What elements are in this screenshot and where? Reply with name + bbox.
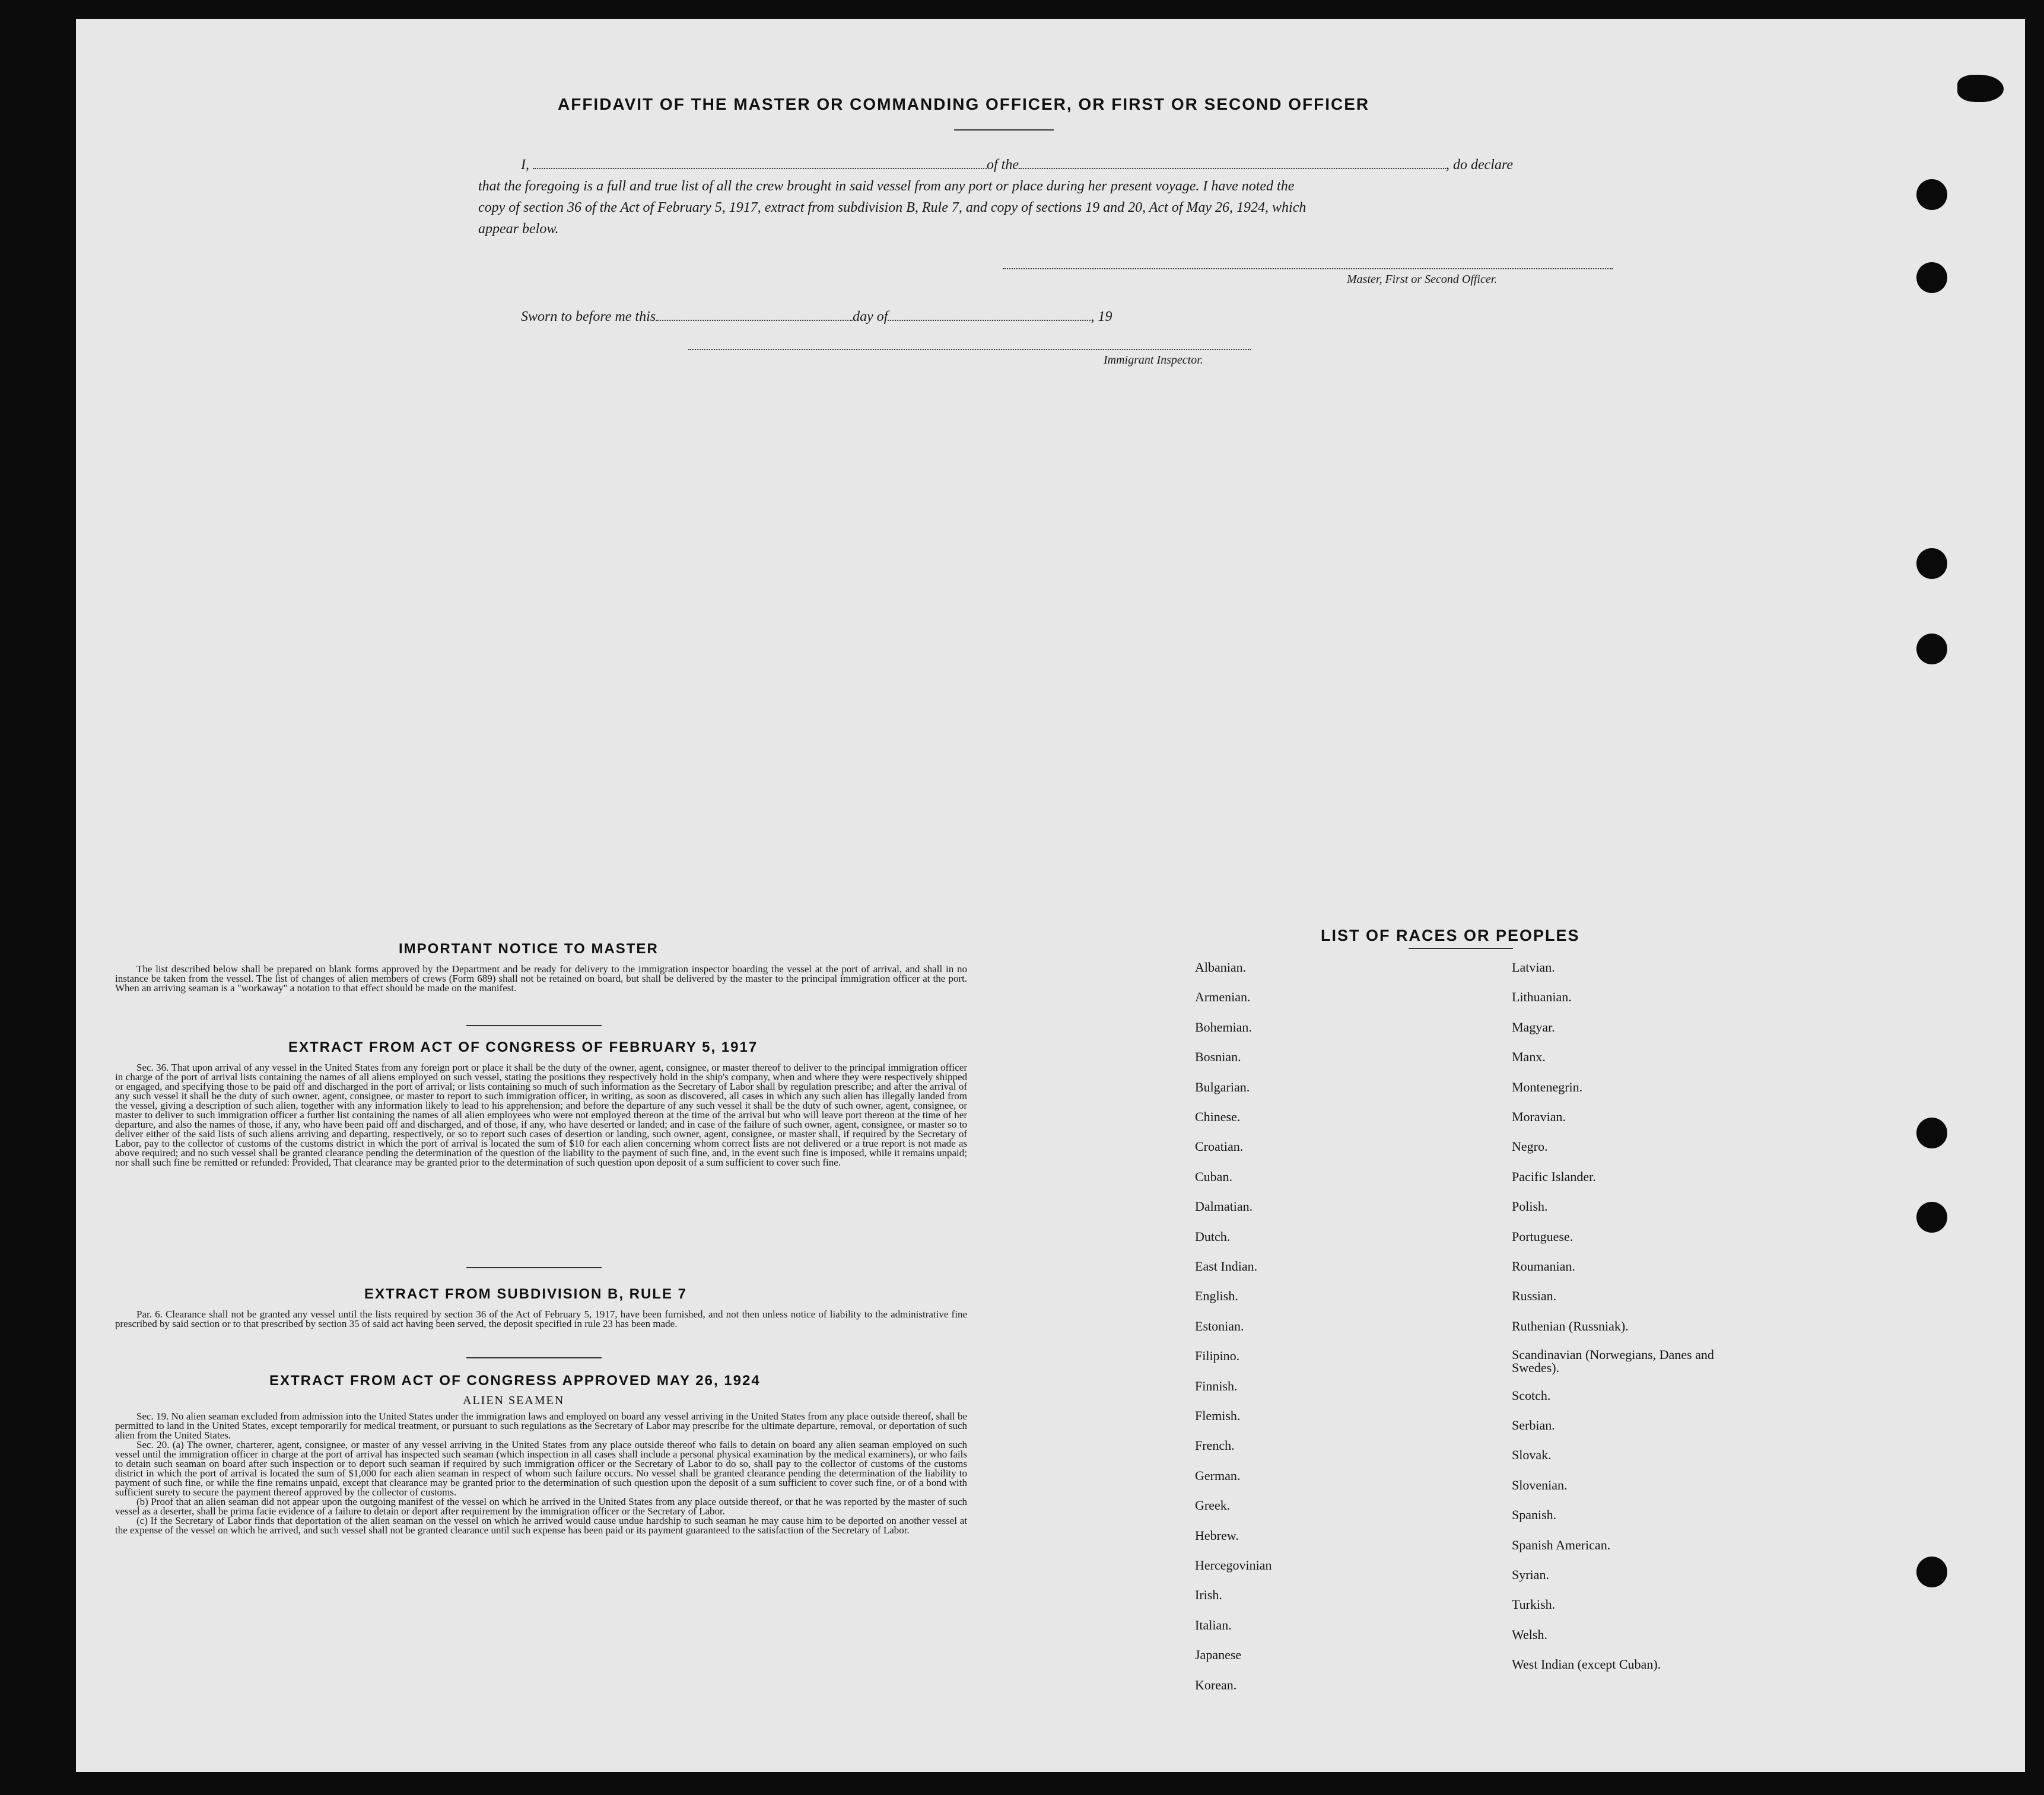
sworn-label: Sworn to before me this [521, 309, 656, 324]
race-item: Lithuanian. [1512, 989, 1572, 1005]
inspector-caption: Immigrant Inspector. [1104, 354, 1203, 367]
notice-body [115, 965, 967, 993]
race-item: French. [1195, 1438, 1235, 1453]
race-item: Dutch. [1195, 1229, 1231, 1244]
race-item: West Indian (except Cuban). [1512, 1657, 1661, 1672]
race-item: Scotch. [1512, 1387, 1551, 1403]
race-item: Welsh. [1512, 1627, 1547, 1642]
race-item: Irish. [1195, 1587, 1222, 1603]
race-item: Estonian. [1195, 1318, 1244, 1333]
month-blank[interactable] [888, 308, 1091, 321]
race-item: Dalmatian. [1195, 1199, 1253, 1214]
race-item: East Indian. [1195, 1259, 1258, 1274]
section-rule [466, 1025, 602, 1026]
sec20a-text: Sec. 20. (a) The owner, charterer, agent, consignee, or master of any vessel arriving in the United States from any place outside thereof who fails to detain on board any alien seaman employed on such vessel until the immigration officer in charge at the port of arrival has inspected such seaman (which inspection in all cases shall include a personal physical examination by the medical examiners), or who fails to detain such seaman on board after such inspection or to deport such seaman if required by such immigration officer or the Secretary of Labor to do so, shall pay to the collector of customs of the customs district in which the port of arrival is located the sum of $1,000 for each alien seaman in respect of whom such failure occurs. No vessel shall be granted clearance pending the determination of the liability to payment of such fine, or while the fine remains unpaid, except that clearance may be granted prior to the determination of such question upon the deposit of a sum sufficient to cover such fine, or of a bond with sufficient surety to secure the payment thereof approved by the collector of customs. [115, 1439, 967, 1498]
race-item: Filipino. [1195, 1348, 1240, 1364]
race-item: Albanian. [1195, 960, 1247, 975]
day-blank[interactable] [656, 308, 853, 321]
race-item: German. [1195, 1468, 1241, 1483]
affidavit-title: AFFIDAVIT OF THE MASTER OR COMMANDING OFFICER, OR FIRST OR SECOND OFFICER [558, 95, 1370, 113]
race-item: Greek. [1195, 1498, 1231, 1513]
race-item: Syrian. [1512, 1567, 1549, 1582]
section-rule [466, 1357, 602, 1358]
notice-text: The list described below shall be prepared on blank forms approved by the Department and be ready for delivery to the immigration inspector boarding the vessel at the port of arrival, and shall in no instance be taken from the vessel. The list of changes of alien members of crews (Form 689) shall not be retained on board, but shall be delivered by the master to the principal immigration officer at the port. When an arriving seaman is a "workaway" a notation to that effect should be made on the manifest. [115, 963, 967, 994]
master-signature-line[interactable] [1003, 268, 1613, 269]
sec20b-text: (b) Proof that an alien seaman did not appear upon the outgoing manifest of the vessel on which he arrived in the United States from any place outside thereof, or that he was reported by the master of such vessel as a deserter, shall be prima facie evidence of a failure to detain or deport after requirement by the immigration officer or the Secretary of Labor. [115, 1496, 967, 1517]
races-title: LIST OF RACES OR PEOPLES [1321, 927, 1580, 944]
race-item: Serbian. [1512, 1418, 1555, 1433]
rule7-title: EXTRACT FROM SUBDIVISION B, RULE 7 [364, 1286, 688, 1302]
race-item: Bohemian. [1195, 1019, 1252, 1035]
of-the-label: of the [987, 157, 1019, 173]
race-item: Ruthenian (Russniak). [1512, 1318, 1629, 1333]
race-item: Slovenian. [1512, 1477, 1568, 1492]
inspector-signature-line[interactable] [688, 349, 1251, 350]
race-item: Moravian. [1512, 1109, 1566, 1124]
section-rule [466, 1267, 602, 1268]
race-item: Scandinavian (Norwegians, Danes and Swedes). [1512, 1347, 1714, 1376]
race-item: Italian. [1195, 1617, 1232, 1632]
race-item: Croatian. [1195, 1139, 1244, 1154]
race-item: Latvian. [1512, 960, 1555, 975]
race-item: Hercegovinian [1195, 1558, 1272, 1573]
punch-hole-icon [1916, 634, 1947, 664]
race-item: English. [1195, 1288, 1238, 1304]
punch-hole-icon [1916, 179, 1947, 210]
race-item: Polish. [1512, 1199, 1548, 1214]
alien-seamen-subtitle: ALIEN SEAMEN [463, 1394, 565, 1407]
title-rule [954, 129, 1054, 131]
punch-hole-icon [1916, 1202, 1947, 1233]
race-item: Spanish. [1512, 1507, 1557, 1523]
race-item: Slovak. [1512, 1447, 1552, 1463]
affidavit-line-1 [521, 154, 1620, 176]
race-item: Flemish. [1195, 1408, 1241, 1423]
race-item: Montenegrin. [1512, 1079, 1583, 1094]
notice-title: IMPORTANT NOTICE TO MASTER [399, 941, 659, 957]
sec19-text: Sec. 19. No alien seaman excluded from admission into the United States under the immigration laws and employed on board any vessel arriving in the United States from any place outside thereof, shall be permitted to land in the United States, except temporarily for medical treatment, or pursuant to such regulations as the Secretary of Labor may prescribe for the ultimate departure, removal, or deportation of such alien from the United States. [115, 1411, 967, 1441]
sworn-line [521, 306, 1112, 327]
race-item: Turkish. [1512, 1597, 1556, 1612]
race-item: Chinese. [1195, 1109, 1241, 1124]
race-item: Portuguese. [1512, 1229, 1573, 1244]
race-item: Spanish American. [1512, 1537, 1611, 1552]
do-declare-label: , do declare [1446, 157, 1514, 173]
day-of-label: day of [853, 309, 888, 324]
affidavit-line-3: copy of section 36 of the Act of February 5, 1917, extract from subdivision B, Rule 7, and copy of sections 19 and 20, Act of May 26, 1924, which [478, 200, 1306, 215]
race-item: Hebrew. [1195, 1527, 1239, 1543]
punch-hole-icon [1916, 548, 1947, 579]
extract-1924-title: EXTRACT FROM ACT OF CONGRESS APPROVED MAY 26, 1924 [269, 1373, 761, 1389]
document-sheet [76, 19, 2025, 1772]
races-left-column [1195, 960, 1409, 1731]
races-rule [1409, 948, 1513, 949]
race-item: Cuban. [1195, 1169, 1232, 1184]
race-item: Manx. [1512, 1049, 1546, 1065]
race-item: Roumanian. [1512, 1259, 1575, 1274]
race-item: Finnish. [1195, 1378, 1238, 1393]
race-item: Bulgarian. [1195, 1079, 1250, 1094]
extract-1917-title: EXTRACT FROM ACT OF CONGRESS OF FEBRUARY 5, 1917 [288, 1039, 758, 1055]
ink-blot [1957, 75, 2004, 102]
race-item: Armenian. [1195, 989, 1251, 1005]
sec36-text: Sec. 36. That upon arrival of any vessel in the United States from any foreign port or place it shall be the duty of the owner, agent, consignee, or master thereof to deliver to the principal immigration officer in charge of the port of arrival lists containing the names of all aliens employed on such vessel, stating the positions they respectively hold in the ship's company, when and where they were respectively shipped or engaged, and specifying those to be paid off and discharged in the port of arrival; or lists containing so much of such information as the Secretary of Labor shall by regulation prescribe; and after the arrival of any such vessel it shall be the duty of such owner, agent, consignee, or master to report to such immigration officer, in writing, as soon as discovered, all cases in which any such alien has illegally landed from the vessel, giving a description of such alien, together with any information likely to lead to his apprehension; and before the departure of any such vessel it shall be the duty of such owner, agent, consignee, or master to deliver to such immigration officer a further list containing the names of all alien employees who were not employed thereon at the time of the arrival but who will leave port thereon at the time of her departure, and also the names of those, if any, who have been paid off and discharged, and of those, if any, who have deserted or landed; and in case of the failure of such owner, agent, consignee, or master so to deliver either of the said lists of such aliens arriving and departing, respectively, or so to report such cases of desertion or landing, such owner, agent, consignee, or master shall, if required by the Secretary of Labor, pay to the collector of customs of the customs district in which the port of arrival is located the sum of $10 for each alien concerning whom correct lists are not delivered or a true report is not made as above required; and no such vessel shall be granted clearance pending the determination of the question of the liability to the payment of such fine, and, in the event such fine is imposed, while it remains unpaid; nor shall such fine be remitted or refunded: Provided, That clearance may be granted prior to the determination of such question upon deposit of a sum sufficient to cover such fine. [115, 1062, 967, 1168]
master-caption: Master, First or Second Officer. [1347, 273, 1498, 286]
races-right-column [1512, 960, 1749, 1731]
sec20c-text: (c) If the Secretary of Labor finds that deportation of the alien seaman on the vessel on which he arrived would cause undue hardship to such seaman he may cause him to be deported on another vessel at the expense of the vessel on which he arrived, and such vessel shall not be granted clearance until such expense has been paid or its payment guaranteed to the satisfaction of the Secretary of Labor. [115, 1515, 967, 1536]
punch-hole-icon [1916, 1118, 1947, 1148]
year-label: , 19 [1091, 309, 1112, 324]
race-item: Pacific Islander. [1512, 1169, 1596, 1184]
vessel-blank[interactable] [1019, 156, 1446, 169]
punch-hole-icon [1916, 262, 1947, 293]
race-item: Negro. [1512, 1139, 1548, 1154]
extract-1924-body [115, 1412, 967, 1535]
race-item: Magyar. [1512, 1019, 1555, 1035]
par6-text: Par. 6. Clearance shall not be granted any vessel until the lists required by section 36 of the Act of February 5, 1917, have been furnished, and not then unless notice of liability to the administrative fine prescribed by said section or to that prescribed by section 35 of said act having been served, the deposit specified in rule 23 has been made. [115, 1309, 967, 1329]
extract-1917-body [115, 1063, 967, 1167]
race-item: Korean. [1195, 1677, 1237, 1692]
race-item: Russian. [1512, 1288, 1557, 1304]
affidavit-line-2: that the foregoing is a full and true list of all the crew brought in said vessel from any port or place during her present voyage. I have noted the [478, 179, 1295, 194]
punch-hole-icon [1916, 1557, 1947, 1587]
affidavit-i-label: I, [521, 157, 529, 173]
race-item: Bosnian. [1195, 1049, 1241, 1065]
name-blank[interactable] [533, 156, 987, 169]
race-item: Japanese [1195, 1647, 1242, 1663]
rule7-body [115, 1310, 967, 1329]
affidavit-line-4: appear below. [478, 221, 559, 237]
